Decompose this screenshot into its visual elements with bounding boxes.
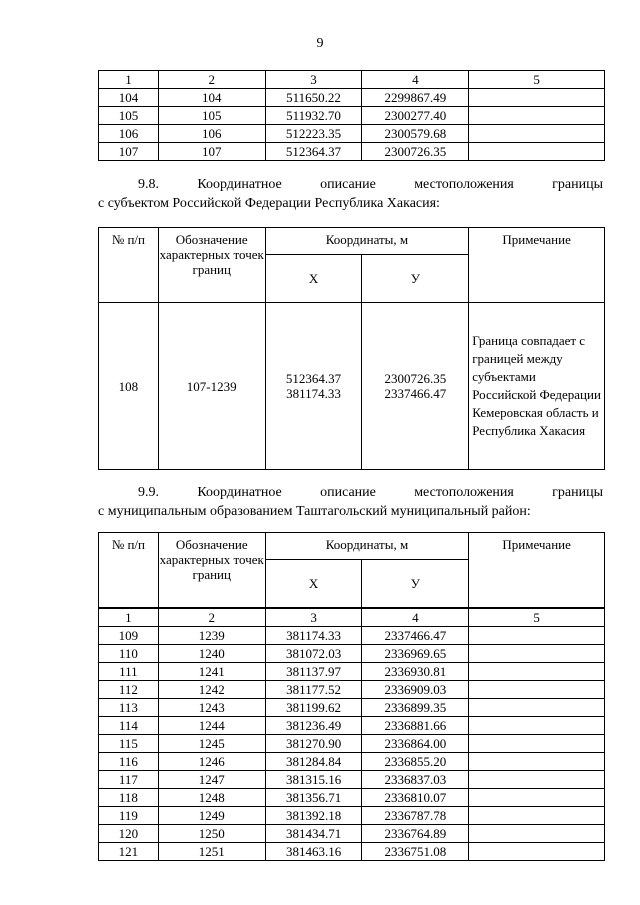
table-cell: 1241 <box>158 663 265 681</box>
col-header-x: Х <box>265 255 362 303</box>
heading-word: местоположения <box>414 485 514 500</box>
table-cell: 2336787.78 <box>362 807 469 825</box>
table-row <box>99 681 605 699</box>
coordinates-table-continued <box>98 70 605 161</box>
col-header-points: Обозначение характерных точек границ <box>158 228 265 303</box>
table-cell: 381236.49 <box>265 717 362 735</box>
table-cell: 2336751.08 <box>362 843 469 861</box>
col-header-x: Х <box>265 560 362 609</box>
table-cell: 104 <box>99 89 159 107</box>
table-cell: 511650.22 <box>265 89 362 107</box>
heading-word: описание <box>320 485 376 500</box>
table-cell: 381463.16 <box>265 843 362 861</box>
table-row <box>99 825 605 843</box>
table-row <box>99 663 605 681</box>
table-cell: 2 <box>158 608 265 627</box>
col-header-y: У <box>362 560 469 609</box>
table-row <box>99 125 605 143</box>
section-number: 9.9. <box>138 485 159 500</box>
page-number: 9 <box>316 36 324 51</box>
table1-body <box>99 71 605 161</box>
heading-line-2: с субъектом Российской Федерации Республика Хакасия: <box>98 196 440 211</box>
table-cell: 2299867.49 <box>362 89 469 107</box>
table-cell: 1251 <box>158 843 265 861</box>
table-cell: 106 <box>99 125 159 143</box>
table-cell: 512223.35 <box>265 125 362 143</box>
table-cell: 1247 <box>158 771 265 789</box>
table-cell: 121 <box>99 843 159 861</box>
table-row <box>99 735 605 753</box>
col-header-points: Обозначение характерных точек границ <box>158 533 265 609</box>
table-cell: 381284.84 <box>265 753 362 771</box>
table-cell <box>469 627 605 645</box>
col-header-note: Примечание <box>469 228 605 303</box>
table-row <box>99 753 605 771</box>
table-cell: 2336855.20 <box>362 753 469 771</box>
table-cell: 107 <box>99 143 159 161</box>
table-cell: 381174.33 <box>265 627 362 645</box>
heading-word: границы <box>552 177 603 192</box>
table-cell: 1239 <box>158 627 265 645</box>
table-cell: 117 <box>99 771 159 789</box>
heading-word: местоположения <box>414 177 514 192</box>
heading-word: границы <box>552 485 603 500</box>
table-cell: 107 <box>158 143 265 161</box>
y-value: 2337466.47 <box>384 386 447 401</box>
table-cell <box>469 125 605 143</box>
table-cell: 111 <box>99 663 159 681</box>
border-tashtagol-table <box>98 532 605 861</box>
table-cell: 381199.62 <box>265 699 362 717</box>
table-cell: 1 <box>99 608 159 627</box>
col-header-number: № п/п <box>99 228 159 303</box>
table-row <box>99 717 605 735</box>
table-cell: 2336864.00 <box>362 735 469 753</box>
table-cell: 2300277.40 <box>362 107 469 125</box>
row-number: 108 <box>99 303 159 470</box>
table-cell: 2 <box>158 71 265 89</box>
table-cell: 1 <box>99 71 159 89</box>
table-cell: 381072.03 <box>265 645 362 663</box>
col-header-coordinates: Координаты, м <box>265 533 469 560</box>
table-cell <box>469 843 605 861</box>
col-header-number: № п/п <box>99 533 159 609</box>
table-cell: 381315.16 <box>265 771 362 789</box>
table-row <box>99 645 605 663</box>
table-cell: 2336969.65 <box>362 645 469 663</box>
table-cell: 2300579.68 <box>362 125 469 143</box>
table-cell: 104 <box>158 89 265 107</box>
table-row <box>99 71 605 89</box>
col-header-y: У <box>362 255 469 303</box>
table3-body <box>99 608 605 861</box>
table-cell: 109 <box>99 627 159 645</box>
table-row <box>99 699 605 717</box>
section-9-8-heading <box>98 175 603 213</box>
table-cell <box>469 645 605 663</box>
table-cell: 2336909.03 <box>362 681 469 699</box>
table-cell: 381270.90 <box>265 735 362 753</box>
table-cell: 116 <box>99 753 159 771</box>
table-row <box>99 107 605 125</box>
table-cell: 1246 <box>158 753 265 771</box>
table-cell: 105 <box>99 107 159 125</box>
table-cell: 381434.71 <box>265 825 362 843</box>
table-cell: 112 <box>99 681 159 699</box>
table-cell: 3 <box>265 608 362 627</box>
table-cell <box>469 753 605 771</box>
table-cell <box>469 735 605 753</box>
table-cell: 5 <box>469 71 605 89</box>
table-cell: 1250 <box>158 825 265 843</box>
row-note: Граница совпадает с границей между субъектами Российской Федерации Кемеровская область и Республика Хакасия <box>469 303 605 470</box>
col-header-note: Примечание <box>469 533 605 609</box>
table-cell <box>469 825 605 843</box>
table-cell <box>469 771 605 789</box>
table-cell: 511932.70 <box>265 107 362 125</box>
col-header-coordinates: Координаты, м <box>265 228 469 255</box>
table-cell: 1242 <box>158 681 265 699</box>
table-cell <box>469 89 605 107</box>
section-number: 9.8. <box>138 177 159 192</box>
row-points: 107-1239 <box>158 303 265 470</box>
table-cell: 1249 <box>158 807 265 825</box>
heading-line-2: с муниципальным образованием Таштагольский муниципальный район: <box>98 504 531 519</box>
table-row <box>99 627 605 645</box>
table-cell: 381392.18 <box>265 807 362 825</box>
table-cell: 2337466.47 <box>362 627 469 645</box>
table-row <box>99 807 605 825</box>
table-cell: 4 <box>362 608 469 627</box>
table-cell: 381137.97 <box>265 663 362 681</box>
table-cell <box>469 107 605 125</box>
table-cell <box>469 789 605 807</box>
table-cell: 119 <box>99 807 159 825</box>
x-value: 512364.37 <box>285 371 342 386</box>
table-cell <box>469 143 605 161</box>
table-cell: 2336899.35 <box>362 699 469 717</box>
table-cell: 106 <box>158 125 265 143</box>
table-cell: 2336881.66 <box>362 717 469 735</box>
border-hakassia-table <box>98 227 605 470</box>
table-row <box>99 789 605 807</box>
table-cell: 4 <box>362 71 469 89</box>
table-cell: 105 <box>158 107 265 125</box>
table-cell: 1248 <box>158 789 265 807</box>
table-cell: 5 <box>469 608 605 627</box>
table-row <box>99 89 605 107</box>
table-row <box>99 608 605 627</box>
table-cell: 115 <box>99 735 159 753</box>
table-cell: 118 <box>99 789 159 807</box>
table-cell: 1245 <box>158 735 265 753</box>
table-cell: 1243 <box>158 699 265 717</box>
x-value: 381174.33 <box>286 386 341 401</box>
heading-word: Координатное <box>197 485 282 500</box>
table-cell: 512364.37 <box>265 143 362 161</box>
y-value: 2300726.35 <box>384 371 447 386</box>
table-cell: 1240 <box>158 645 265 663</box>
table-row <box>99 771 605 789</box>
table-cell <box>469 807 605 825</box>
table-cell <box>469 663 605 681</box>
table-cell: 114 <box>99 717 159 735</box>
table-cell <box>469 699 605 717</box>
table-cell: 1244 <box>158 717 265 735</box>
row-x <box>265 303 362 470</box>
heading-word: описание <box>320 177 376 192</box>
table-cell: 3 <box>265 71 362 89</box>
table-cell <box>469 681 605 699</box>
table-cell: 381177.52 <box>265 681 362 699</box>
table-cell: 113 <box>99 699 159 717</box>
table-cell: 2336764.89 <box>362 825 469 843</box>
table-cell: 381356.71 <box>265 789 362 807</box>
table-cell: 2336837.03 <box>362 771 469 789</box>
table-cell: 2300726.35 <box>362 143 469 161</box>
table-cell: 110 <box>99 645 159 663</box>
table-cell: 2336930.81 <box>362 663 469 681</box>
table-cell <box>469 717 605 735</box>
table-cell: 2336810.07 <box>362 789 469 807</box>
row-y <box>362 303 469 470</box>
section-9-9-heading <box>98 483 603 521</box>
heading-word: Координатное <box>197 177 282 192</box>
table-row <box>99 143 605 161</box>
table-cell: 120 <box>99 825 159 843</box>
table-row <box>99 843 605 861</box>
